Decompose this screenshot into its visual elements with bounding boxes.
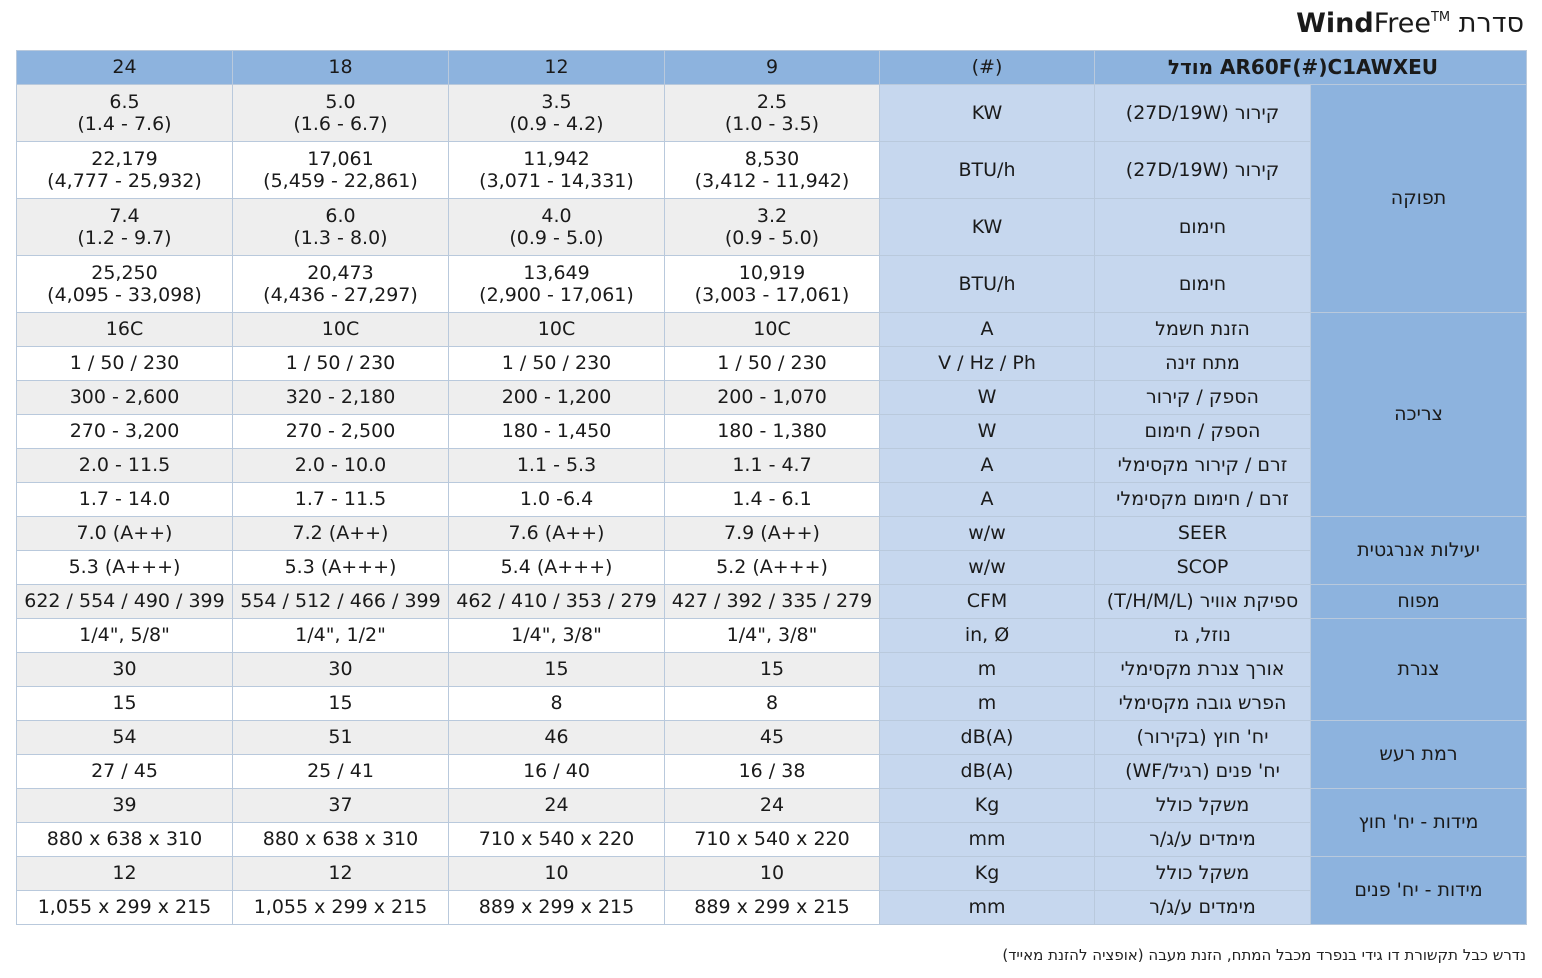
unit-cell: A bbox=[880, 313, 1095, 347]
table-row bbox=[17, 199, 1527, 256]
value-cell: 320 - 2,180 bbox=[233, 381, 449, 415]
value-cell: 200 - 1,200 bbox=[449, 381, 665, 415]
value-nominal: 11,942 bbox=[523, 147, 590, 170]
value-nominal: 10,919 bbox=[738, 261, 806, 284]
value-cell: 7.6 (A++) bbox=[449, 517, 665, 551]
value-nominal: 20,473 bbox=[307, 261, 374, 284]
value-cell: 1,055 x 299 x 215 bbox=[233, 891, 449, 925]
value-range: (0.9 - 4.2) bbox=[509, 113, 604, 135]
value-range: (0.9 - 5.0) bbox=[509, 227, 604, 249]
value-cell: 2.0 - 11.5 bbox=[17, 449, 233, 483]
value-cell: 427 / 392 / 335 / 279 bbox=[665, 585, 880, 619]
value-range: (0.9 - 5.0) bbox=[724, 227, 820, 249]
value-cell: 5.4 (A+++) bbox=[449, 551, 665, 585]
value-range: (1.2 - 9.7) bbox=[77, 227, 172, 249]
unit-cell: Kg bbox=[880, 857, 1095, 891]
unit-cell: in, Ø bbox=[880, 619, 1095, 653]
value-range: (1.0 - 3.5) bbox=[724, 113, 820, 135]
trademark: TM bbox=[1430, 10, 1451, 25]
value-cell: 710 x 540 x 220 bbox=[665, 823, 880, 857]
value-cell bbox=[233, 85, 449, 142]
value-cell bbox=[233, 256, 449, 313]
parameter-cell: ספיקת אוויר (T/H/M/L) bbox=[1095, 585, 1311, 619]
value-cell: 46 bbox=[449, 721, 665, 755]
capacity-header: 9 bbox=[665, 51, 880, 85]
value-range: (3,071 - 14,331) bbox=[479, 170, 634, 192]
unit-cell: Kg bbox=[880, 789, 1095, 823]
value-cell: 24 bbox=[449, 789, 665, 823]
value-cell: 10C bbox=[233, 313, 449, 347]
value-cell: 39 bbox=[17, 789, 233, 823]
value-cell: 10 bbox=[449, 857, 665, 891]
unit-cell: w/w bbox=[880, 551, 1095, 585]
value-cell: 7.9 (A++) bbox=[665, 517, 880, 551]
value-nominal: 17,061 bbox=[307, 147, 374, 170]
value-cell: 1/4", 3/8" bbox=[665, 619, 880, 653]
value-cell bbox=[17, 256, 233, 313]
table-row bbox=[17, 415, 1527, 449]
table-row bbox=[17, 313, 1527, 347]
table-row bbox=[17, 823, 1527, 857]
value-cell: 16 / 40 bbox=[449, 755, 665, 789]
value-range: (3,412 - 11,942) bbox=[694, 170, 850, 192]
parameter-cell: מימדים ע/ג/ר bbox=[1095, 823, 1311, 857]
table-row bbox=[17, 85, 1527, 142]
value-cell bbox=[17, 85, 233, 142]
unit-cell: mm bbox=[880, 891, 1095, 925]
value-range: (2,900 - 17,061) bbox=[479, 284, 634, 306]
value-cell: 10C bbox=[665, 313, 880, 347]
value-cell bbox=[449, 85, 665, 142]
table-row bbox=[17, 653, 1527, 687]
value-cell: 8 bbox=[449, 687, 665, 721]
value-nominal: 2.5 bbox=[756, 90, 788, 113]
unit-cell: W bbox=[880, 415, 1095, 449]
value-cell: 51 bbox=[233, 721, 449, 755]
value-cell: 7.2 (A++) bbox=[233, 517, 449, 551]
table-row bbox=[17, 449, 1527, 483]
parameter-cell: יח' פנים (רגיל/WF) bbox=[1095, 755, 1311, 789]
parameter-cell: הספק / קירור bbox=[1095, 381, 1311, 415]
table-row bbox=[17, 551, 1527, 585]
capacity-header: 12 bbox=[449, 51, 665, 85]
value-cell: 462 / 410 / 353 / 279 bbox=[449, 585, 665, 619]
value-range: (4,436 - 27,297) bbox=[263, 284, 418, 306]
series-title bbox=[1288, 8, 1524, 48]
value-cell: 15 bbox=[449, 653, 665, 687]
unit-cell: dB(A) bbox=[880, 721, 1095, 755]
header-row bbox=[17, 51, 1527, 85]
value-cell: 880 x 638 x 310 bbox=[17, 823, 233, 857]
value-nominal: 13,649 bbox=[523, 261, 590, 284]
unit-cell: CFM bbox=[880, 585, 1095, 619]
series-label: סדרת bbox=[1458, 8, 1524, 39]
table-row bbox=[17, 619, 1527, 653]
value-cell: 1.7 - 11.5 bbox=[233, 483, 449, 517]
parameter-cell: הפרש גובה מקסימלי bbox=[1095, 687, 1311, 721]
value-cell bbox=[233, 199, 449, 256]
table-row bbox=[17, 517, 1527, 551]
parameter-cell: זרם / קירור מקסימלי bbox=[1095, 449, 1311, 483]
parameter-cell: אורך צנרת מקסימלי bbox=[1095, 653, 1311, 687]
value-cell: 5.3 (A+++) bbox=[233, 551, 449, 585]
value-cell: 622 / 554 / 490 / 399 bbox=[17, 585, 233, 619]
parameter-cell: הזנת חשמל bbox=[1095, 313, 1311, 347]
table-row bbox=[17, 789, 1527, 823]
value-cell: 1.1 - 4.7 bbox=[665, 449, 880, 483]
value-nominal: 6.5 bbox=[109, 90, 140, 113]
value-cell: 24 bbox=[665, 789, 880, 823]
value-cell bbox=[665, 142, 880, 199]
model-header: מודל AR60F(#)C1AWXEU bbox=[1095, 51, 1527, 85]
value-cell: 37 bbox=[233, 789, 449, 823]
value-cell: 1.0 -6.4 bbox=[449, 483, 665, 517]
value-cell bbox=[17, 142, 233, 199]
capacity-header: 18 bbox=[233, 51, 449, 85]
table-row bbox=[17, 891, 1527, 925]
value-cell: 15 bbox=[665, 653, 880, 687]
value-cell: 1 / 50 / 230 bbox=[17, 347, 233, 381]
value-cell: 5.3 (A+++) bbox=[17, 551, 233, 585]
value-cell: 889 x 299 x 215 bbox=[665, 891, 880, 925]
value-cell: 1,055 x 299 x 215 bbox=[17, 891, 233, 925]
group-cell: יעילות אנרגטית bbox=[1311, 517, 1527, 585]
parameter-cell: קירור (27D/19W) bbox=[1095, 142, 1311, 199]
parameter-cell: משקל כולל bbox=[1095, 789, 1311, 823]
value-cell: 880 x 638 x 310 bbox=[233, 823, 449, 857]
table-row bbox=[17, 755, 1527, 789]
value-cell: 200 - 1,070 bbox=[665, 381, 880, 415]
value-nominal: 3.5 bbox=[541, 90, 572, 113]
value-cell bbox=[665, 199, 880, 256]
value-cell bbox=[665, 85, 880, 142]
parameter-cell: SCOP bbox=[1095, 551, 1311, 585]
table-row bbox=[17, 585, 1527, 619]
value-cell: 8 bbox=[665, 687, 880, 721]
value-cell: 30 bbox=[17, 653, 233, 687]
value-cell: 1 / 50 / 230 bbox=[665, 347, 880, 381]
table-row bbox=[17, 857, 1527, 891]
value-cell: 15 bbox=[17, 687, 233, 721]
footnote: נדרש כבל תקשורת דו גידי בנפרד מכבל המתח, הזנת מעבה (אופציה להזנת מאייד) bbox=[1002, 946, 1526, 964]
table-row bbox=[17, 347, 1527, 381]
value-cell: 270 - 3,200 bbox=[17, 415, 233, 449]
value-cell: 1/4", 1/2" bbox=[233, 619, 449, 653]
table-row bbox=[17, 142, 1527, 199]
parameter-cell: חימום bbox=[1095, 199, 1311, 256]
table-row bbox=[17, 381, 1527, 415]
unit-cell: KW bbox=[880, 85, 1095, 142]
value-range: (5,459 - 22,861) bbox=[263, 170, 418, 192]
value-nominal: 7.4 bbox=[109, 204, 140, 227]
table-row bbox=[17, 256, 1527, 313]
value-cell: 12 bbox=[17, 857, 233, 891]
value-cell: 1 / 50 / 230 bbox=[233, 347, 449, 381]
value-cell: 5.2 (A+++) bbox=[665, 551, 880, 585]
unit-cell: mm bbox=[880, 823, 1095, 857]
value-cell: 7.0 (A++) bbox=[17, 517, 233, 551]
value-cell: 45 bbox=[665, 721, 880, 755]
value-nominal: 25,250 bbox=[91, 261, 158, 284]
value-cell: 180 - 1,380 bbox=[665, 415, 880, 449]
value-cell: 300 - 2,600 bbox=[17, 381, 233, 415]
value-cell: 710 x 540 x 220 bbox=[449, 823, 665, 857]
value-cell bbox=[449, 256, 665, 313]
value-cell bbox=[665, 256, 880, 313]
value-nominal: 6.0 bbox=[325, 204, 356, 227]
group-cell: תפוקה bbox=[1311, 85, 1527, 313]
unit-cell: W bbox=[880, 381, 1095, 415]
unit-cell: w/w bbox=[880, 517, 1095, 551]
parameter-cell: קירור (27D/19W) bbox=[1095, 85, 1311, 142]
parameter-cell: יח' חוץ (בקירור) bbox=[1095, 721, 1311, 755]
value-cell: 54 bbox=[17, 721, 233, 755]
value-nominal: 4.0 bbox=[541, 204, 572, 227]
value-cell: 10 bbox=[665, 857, 880, 891]
value-cell: 15 bbox=[233, 687, 449, 721]
unit-cell: m bbox=[880, 687, 1095, 721]
value-cell: 1 / 50 / 230 bbox=[449, 347, 665, 381]
value-cell: 16C bbox=[17, 313, 233, 347]
group-cell: רמת רעש bbox=[1311, 721, 1527, 789]
value-range: (3,003 - 17,061) bbox=[694, 284, 850, 306]
unit-cell: m bbox=[880, 653, 1095, 687]
value-cell: 30 bbox=[233, 653, 449, 687]
parameter-cell: הספק / חימום bbox=[1095, 415, 1311, 449]
value-range: (1.6 - 6.7) bbox=[293, 113, 388, 135]
value-cell: 10C bbox=[449, 313, 665, 347]
value-cell bbox=[17, 199, 233, 256]
value-nominal: 3.2 bbox=[756, 204, 788, 227]
parameter-cell: SEER bbox=[1095, 517, 1311, 551]
parameter-cell: מתח זינה bbox=[1095, 347, 1311, 381]
value-nominal: 5.0 bbox=[325, 90, 356, 113]
unit-cell: KW bbox=[880, 199, 1095, 256]
value-cell: 1.4 - 6.1 bbox=[665, 483, 880, 517]
value-cell: 1.1 - 5.3 bbox=[449, 449, 665, 483]
group-cell: מידות - יח' פנים bbox=[1311, 857, 1527, 925]
value-cell: 12 bbox=[233, 857, 449, 891]
parameter-cell: נוזל, גז bbox=[1095, 619, 1311, 653]
value-cell: 25 / 41 bbox=[233, 755, 449, 789]
unit-cell: A bbox=[880, 449, 1095, 483]
value-range: (4,777 - 25,932) bbox=[47, 170, 202, 192]
value-cell: 1/4", 3/8" bbox=[449, 619, 665, 653]
value-cell: 889 x 299 x 215 bbox=[449, 891, 665, 925]
parameter-cell: מימדים ע/ג/ר bbox=[1095, 891, 1311, 925]
parameter-cell: זרם / חימום מקסימלי bbox=[1095, 483, 1311, 517]
group-cell: צריכה bbox=[1311, 313, 1527, 517]
brand-bold: Wind bbox=[1296, 8, 1374, 39]
value-cell: 16 / 38 bbox=[665, 755, 880, 789]
unit-cell: dB(A) bbox=[880, 755, 1095, 789]
value-cell bbox=[449, 142, 665, 199]
brand-light: Free bbox=[1373, 8, 1431, 39]
value-range: (1.3 - 8.0) bbox=[293, 227, 388, 249]
unit-header: (#) bbox=[880, 51, 1095, 85]
unit-cell: BTU/h bbox=[880, 256, 1095, 313]
value-cell: 1.7 - 14.0 bbox=[17, 483, 233, 517]
unit-cell: V / Hz / Ph bbox=[880, 347, 1095, 381]
value-nominal: 8,530 bbox=[744, 147, 800, 170]
group-cell: מפוח bbox=[1311, 585, 1527, 619]
table-row bbox=[17, 483, 1527, 517]
value-cell: 270 - 2,500 bbox=[233, 415, 449, 449]
value-cell bbox=[449, 199, 665, 256]
value-cell: 1/4", 5/8" bbox=[17, 619, 233, 653]
value-cell bbox=[233, 142, 449, 199]
table-row bbox=[17, 721, 1527, 755]
group-cell: מידות - יח' חוץ bbox=[1311, 789, 1527, 857]
capacity-header: 24 bbox=[17, 51, 233, 85]
group-cell: צנרת bbox=[1311, 619, 1527, 721]
spec-table bbox=[16, 50, 1527, 925]
unit-cell: BTU/h bbox=[880, 142, 1095, 199]
value-range: (1.4 - 7.6) bbox=[77, 113, 172, 135]
value-nominal: 22,179 bbox=[91, 147, 158, 170]
value-cell: 180 - 1,450 bbox=[449, 415, 665, 449]
value-cell: 27 / 45 bbox=[17, 755, 233, 789]
unit-cell: A bbox=[880, 483, 1095, 517]
table-row bbox=[17, 687, 1527, 721]
value-cell: 554 / 512 / 466 / 399 bbox=[233, 585, 449, 619]
parameter-cell: משקל כולל bbox=[1095, 857, 1311, 891]
parameter-cell: חימום bbox=[1095, 256, 1311, 313]
value-range: (4,095 - 33,098) bbox=[47, 284, 202, 306]
value-cell: 2.0 - 10.0 bbox=[233, 449, 449, 483]
brand-logo bbox=[1296, 8, 1450, 39]
